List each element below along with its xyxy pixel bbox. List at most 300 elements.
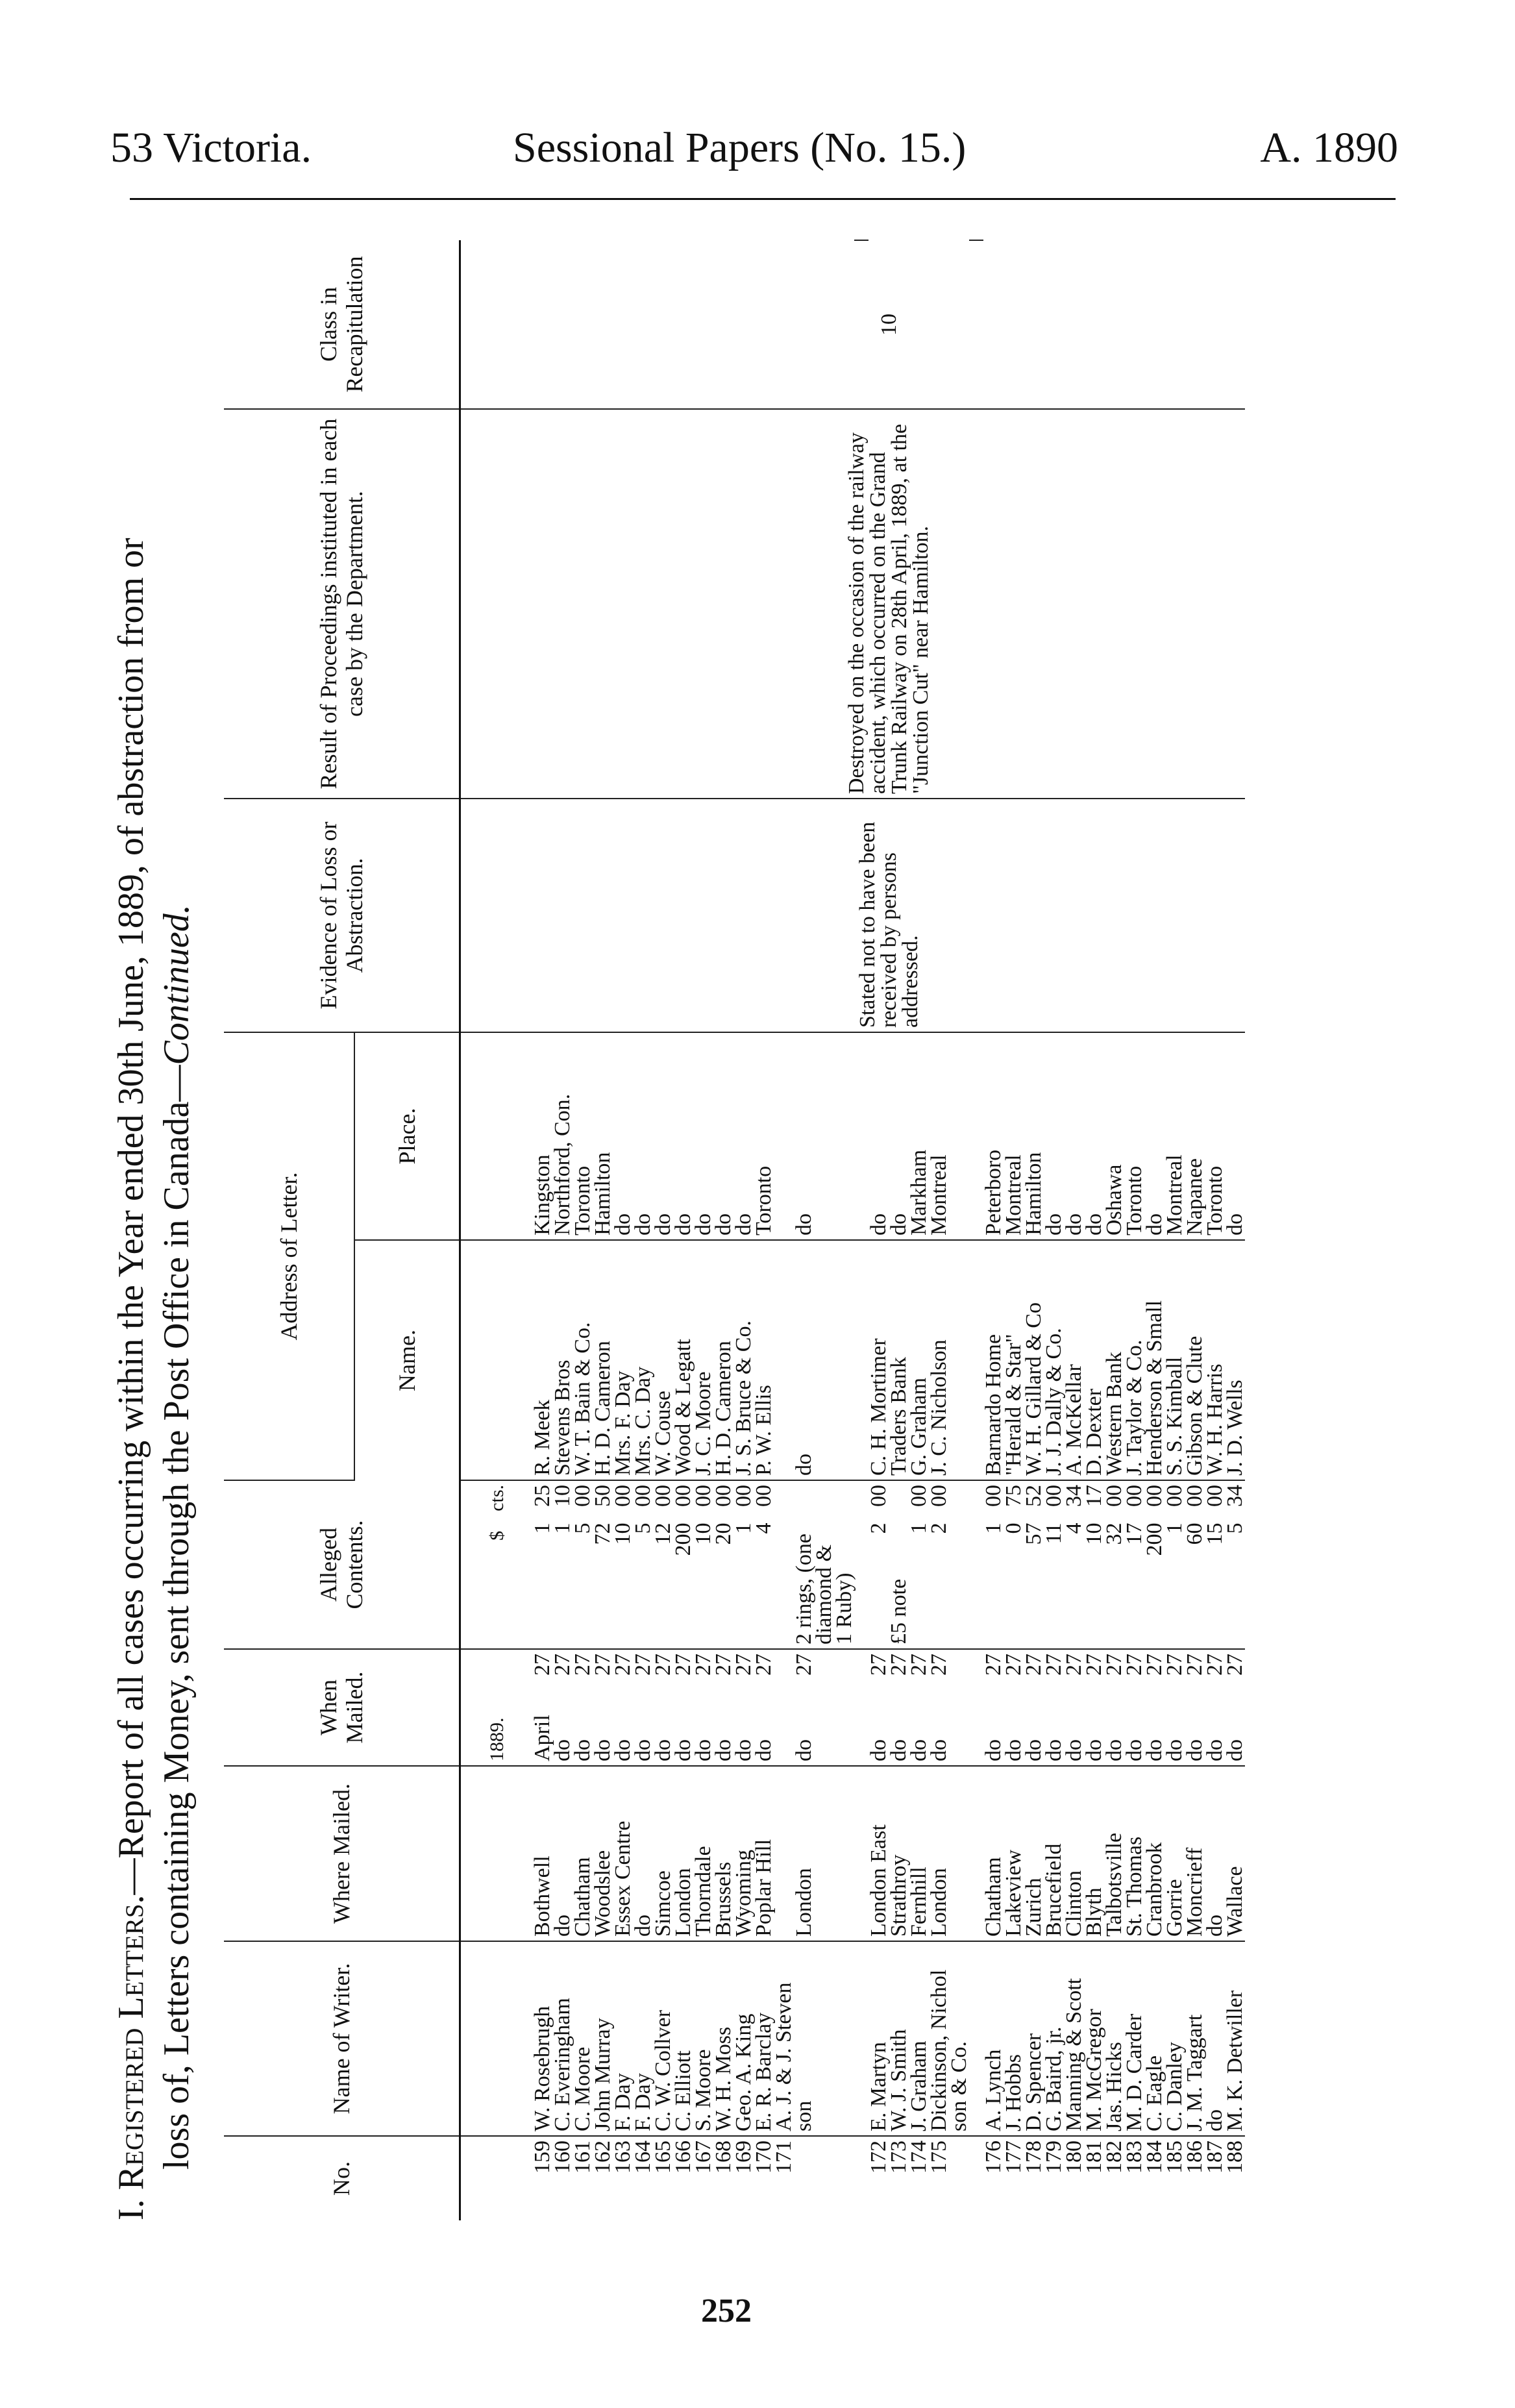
cell-where: Thorndale [693, 1766, 713, 1941]
cell-contents [1185, 1480, 1205, 1649]
cell-writer: C. Danley [1164, 1941, 1185, 2136]
cell-contents [613, 1480, 633, 1649]
cell-no: 188 [1223, 2141, 1247, 2174]
cell-where [834, 1766, 854, 1941]
cell-writer: Dickinson, Nichol [929, 1941, 949, 2136]
col-header-writer: Name of Writer. [224, 1941, 460, 2136]
cell-contents [633, 1480, 653, 1649]
cell-when [1225, 1649, 1245, 1766]
cell-name: G. Graham [909, 1240, 929, 1480]
when-day: 27 [1183, 1654, 1207, 1676]
when-day: 27 [651, 1654, 675, 1676]
col-header-evidence: Evidence of Loss or Abstraction. [224, 799, 460, 1032]
when-day: 27 [1102, 1654, 1126, 1676]
cell-where: Bothwell [532, 1766, 552, 1941]
cell-writer: M. McGregor [1084, 1941, 1104, 2136]
when-day: 27 [907, 1654, 931, 1676]
cell-place: Kingston [532, 1032, 552, 1240]
cell-writer: Geo. A. King [733, 1941, 754, 2136]
cell-when [1164, 1649, 1185, 1766]
col-header-result: Result of Proceedings instituted in each case by the Department. [224, 409, 460, 799]
cell-when [949, 1649, 969, 1766]
contents-cents: 17 [1082, 1485, 1106, 1507]
when-day: 27 [867, 1654, 891, 1676]
cell-contents [929, 1480, 949, 1649]
cell-where: Brussels [713, 1766, 733, 1941]
contents-cents: 00 [671, 1485, 695, 1507]
cell-where: Woodslee [593, 1766, 613, 1941]
cell-when [1024, 1649, 1044, 1766]
cell-where: Chatham [573, 1766, 593, 1941]
rotated-table-region [110, 240, 1383, 2220]
cell-writer: G. Baird, jr. [1044, 1941, 1064, 2136]
cell-no: 187 [1203, 2141, 1227, 2174]
cell-when [929, 1649, 949, 1766]
cell-place: do [868, 1032, 889, 1240]
cell-class: 10 [532, 240, 1245, 409]
cell-writer: C. W. Collver [653, 1941, 673, 2136]
when-day: 27 [591, 1654, 615, 1676]
cell-contents [1064, 1480, 1084, 1649]
contents-cents: 00 [1122, 1485, 1146, 1507]
cell-writer: E. R. Barclay [754, 1941, 774, 2136]
when-month: do [1102, 1739, 1126, 1761]
when-day: 27 [887, 1654, 911, 1676]
contents-cents: 00 [611, 1485, 635, 1507]
cell-writer: M. D. Carder [1124, 1941, 1144, 2136]
table-row [532, 240, 552, 2220]
when-month: do [611, 1739, 635, 1761]
cell-contents [573, 1480, 593, 1649]
cell-where: Strathroy [889, 1766, 909, 1941]
cell-no: 179 [1042, 2141, 1066, 2174]
contents-dollars: 200 [671, 1522, 695, 1556]
cell-contents [909, 1480, 929, 1649]
cell-where: do [1205, 1766, 1225, 1941]
cell-when [653, 1649, 673, 1766]
cell-no: 169 [732, 2141, 756, 2174]
cell-evidence: Stated not to have been received by persons addressed. [532, 799, 1245, 1032]
cell-where: Cranbrook [1144, 1766, 1164, 1941]
cell-name: W. Couse [653, 1240, 673, 1480]
cell-name: J. S. Bruce & Co. [733, 1240, 754, 1480]
cell-contents [673, 1480, 693, 1649]
when-month: do [752, 1739, 776, 1761]
cell-writer: J. Hobbs [1004, 1941, 1024, 2136]
when-day: 27 [792, 1654, 816, 1676]
cell-writer: C. Elliott [673, 1941, 693, 2136]
cell-no: 171 [772, 2141, 796, 2174]
contents-cents: 52 [1022, 1485, 1046, 1507]
cell-when [1104, 1649, 1124, 1766]
cell-place: do [1044, 1032, 1064, 1240]
contents-cents: 00 [1183, 1485, 1207, 1507]
cell-writer: Manning & Scott [1064, 1941, 1084, 2136]
cell-place: Montreal [929, 1032, 949, 1240]
report-title-line-2: loss of, Letters containing Money, sent through the Post Office in Canada—Continued. [156, 904, 197, 2170]
cell-where: London [929, 1766, 949, 1941]
cell-contents [889, 1480, 909, 1649]
cell-no: 162 [591, 2141, 615, 2174]
when-month: do [1062, 1739, 1086, 1761]
cell-writer: C. Eagle [1144, 1941, 1164, 2136]
when-day: 27 [1163, 1654, 1187, 1676]
contents-dollars: 60 [1183, 1522, 1207, 1545]
cell-no [794, 2136, 814, 2220]
cell-contents [593, 1480, 613, 1649]
cell-name: C. H. Mortimer [868, 1240, 889, 1480]
cell-when [713, 1649, 733, 1766]
cell-when [983, 1649, 1004, 1766]
cell-place: Hamilton [1024, 1032, 1044, 1240]
contents-cents: 00 [907, 1485, 931, 1507]
cell-where: Talbotsville [1104, 1766, 1124, 1941]
cell-writer: F. Day [633, 1941, 653, 2136]
cell-name: W. H. Gillard & Co [1024, 1240, 1044, 1480]
cell-writer [814, 1941, 834, 2136]
cell-contents [1205, 1480, 1225, 1649]
when-month: do [1022, 1739, 1046, 1761]
col-header-when: When Mailed. [224, 1649, 460, 1766]
cell-where: Zurich [1024, 1766, 1044, 1941]
cell-no: 183 [1122, 2141, 1146, 2174]
cell-contents [1084, 1480, 1104, 1649]
header-session: 53 Victoria. [110, 124, 312, 171]
when-month: do [1082, 1739, 1106, 1761]
when-day: 27 [691, 1654, 715, 1676]
when-month: do [550, 1739, 574, 1761]
contents-dollars: 2 rings, (one [792, 1533, 816, 1645]
contents-cents: 34 [1062, 1485, 1086, 1507]
cell-when [1004, 1649, 1024, 1766]
cell-writer: D. Spencer [1024, 1941, 1044, 2136]
col-header-address: Address of Letter. [224, 1032, 354, 1480]
cell-when [774, 1649, 794, 1766]
cell-place: do [613, 1032, 633, 1240]
contents-cents: 00 [1203, 1485, 1227, 1507]
cell-place [949, 1032, 969, 1240]
cell-contents [949, 1480, 969, 1649]
cell-writer: Jas. Hicks [1104, 1941, 1124, 2136]
cell-place: do [1084, 1032, 1104, 1240]
report-title-line-1: I. Registered Letters.—Report of all cases occurring within the Year ended 30th June, 1889, of abstraction from or [111, 538, 151, 2220]
cell-contents [868, 1480, 889, 1649]
cell-contents [552, 1480, 573, 1649]
when-month: do [711, 1739, 735, 1761]
when-month: do [792, 1739, 816, 1761]
cell-place: Napanee [1185, 1032, 1205, 1240]
cell-when [909, 1649, 929, 1766]
cell-name: J. J. Dally & Co. [1044, 1240, 1064, 1480]
cell-contents [814, 1480, 834, 1649]
cell-no: 170 [752, 2141, 776, 2174]
when-month: do [1203, 1739, 1227, 1761]
col-header-place: Place. [354, 1032, 460, 1240]
cell-when [693, 1649, 713, 1766]
when-month: do [691, 1739, 715, 1761]
cell-where: Essex Centre [613, 1766, 633, 1941]
cell-when [868, 1649, 889, 1766]
cell-when [889, 1649, 909, 1766]
when-month: do [651, 1739, 675, 1761]
cell-writer: W. Rosebrugh [532, 1941, 552, 2136]
when-day: 27 [550, 1654, 574, 1676]
cell-when [1185, 1649, 1205, 1766]
cell-name: H. D. Cameron [713, 1240, 733, 1480]
cell-place: do [1064, 1032, 1084, 1240]
cell-when [613, 1649, 633, 1766]
cell-contents [1124, 1480, 1144, 1649]
contents-cents: 00 [691, 1485, 715, 1507]
cell-no: 176 [981, 2141, 1005, 2174]
when-day: 27 [1062, 1654, 1086, 1676]
cell-writer: son & Co. [949, 1941, 969, 2136]
cell-no: 165 [651, 2141, 675, 2174]
cell-name [774, 1240, 794, 1480]
cell-name: Henderson & Small [1144, 1240, 1164, 1480]
cell-contents [834, 1480, 854, 1649]
cell-no: 182 [1102, 2141, 1126, 2174]
when-month: do [1122, 1739, 1146, 1761]
contents-cents: 00 [1102, 1485, 1126, 1507]
contents-cents: 00 [981, 1485, 1005, 1507]
contents-dollars: 11 [1042, 1522, 1066, 1545]
cell-when [1205, 1649, 1225, 1766]
col-header-where: Where Mailed. [224, 1766, 460, 1941]
cell-place: Peterboro [983, 1032, 1004, 1240]
cell-where: Wyoming [733, 1766, 754, 1941]
cell-no [814, 2136, 834, 2220]
contents-dollars: 5 [631, 1522, 655, 1534]
when-day: 27 [611, 1654, 635, 1676]
when-day: 27 [1142, 1654, 1166, 1676]
cell-contents [774, 1480, 794, 1649]
contents-cents: 00 [927, 1485, 951, 1507]
contents-dollars: 1 [981, 1522, 1005, 1534]
cell-name: Mrs. C. Day [633, 1240, 653, 1480]
cell-when [1084, 1649, 1104, 1766]
header-year: A. 1890 [1260, 124, 1398, 171]
cell-name: H. D. Cameron [593, 1240, 613, 1480]
cell-where: London [673, 1766, 693, 1941]
cell-name: R. Meek [532, 1240, 552, 1480]
cell-writer: W. J. Smith [889, 1941, 909, 2136]
cell-place: do [1225, 1032, 1245, 1240]
cell-contents [713, 1480, 733, 1649]
cell-name: J. Taylor & Co. [1124, 1240, 1144, 1480]
cell-when [532, 1649, 552, 1766]
cell-name [949, 1240, 969, 1480]
cell-where: Moncrieff [1185, 1766, 1205, 1941]
header-rule [130, 198, 1396, 200]
cell-no: 174 [907, 2141, 931, 2174]
when-month: do [732, 1739, 756, 1761]
cell-where: Gorrie [1164, 1766, 1185, 1941]
cell-contents [983, 1480, 1004, 1649]
contents-cents: 10 [550, 1485, 574, 1507]
cell-writer: A. Lynch [983, 1941, 1004, 2136]
cell-where: do [633, 1766, 653, 1941]
col-header-name: Name. [354, 1240, 460, 1480]
contents-dollars: 10 [1082, 1522, 1106, 1545]
cell-name: Western Bank [1104, 1240, 1124, 1480]
cell-no: 175 [927, 2141, 951, 2174]
cell-when [754, 1649, 774, 1766]
contents-dollars: 17 [1122, 1522, 1146, 1545]
cell-writer: E. Martyn [868, 1941, 889, 2136]
cell-where: St. Thomas [1124, 1766, 1144, 1941]
contents-cents: 00 [1163, 1485, 1187, 1507]
cell-place: do [653, 1032, 673, 1240]
units-money: $ cts. [460, 1480, 533, 1649]
cell-place [834, 1032, 854, 1240]
cell-writer: J. Graham [909, 1941, 929, 2136]
when-day: 27 [1042, 1654, 1066, 1676]
cell-no [834, 2136, 854, 2220]
cell-name: J. C. Nicholson [929, 1240, 949, 1480]
when-day: 27 [631, 1654, 655, 1676]
cell-where: Simcoe [653, 1766, 673, 1941]
contents-cents: 75 [1002, 1485, 1026, 1507]
cell-name: P. W. Ellis [754, 1240, 774, 1480]
contents-dollars: 200 [1142, 1522, 1166, 1556]
cell-place [814, 1032, 834, 1240]
contents-dollars: 72 [591, 1522, 615, 1545]
cell-place: Toronto [1124, 1032, 1144, 1240]
col-header-no: No. [224, 2136, 460, 2220]
cell-when [1064, 1649, 1084, 1766]
cell-no: 167 [691, 2141, 715, 2174]
cell-name: S. S. Kimball [1164, 1240, 1185, 1480]
cell-place: Toronto [1205, 1032, 1225, 1240]
contents-dollars: 20 [711, 1522, 735, 1545]
cell-place: do [733, 1032, 754, 1240]
cell-no: 180 [1062, 2141, 1086, 2174]
contents-cents: 00 [1142, 1485, 1166, 1507]
when-day: 27 [981, 1654, 1005, 1676]
cell-name [834, 1240, 854, 1480]
when-month: do [887, 1739, 911, 1761]
cell-contents [754, 1480, 774, 1649]
when-month: do [571, 1739, 595, 1761]
cell-contents [1144, 1480, 1164, 1649]
cell-name: J. D. Wells [1225, 1240, 1245, 1480]
cell-where: London East [868, 1766, 889, 1941]
cell-where: Fernhill [909, 1766, 929, 1941]
cell-place: do [794, 1032, 814, 1240]
contents-dollars: 15 [1203, 1522, 1227, 1545]
cell-name: W. T. Bain & Co. [573, 1240, 593, 1480]
contents-dollars: 1 [1163, 1522, 1187, 1534]
cell-writer: M. K. Detwiller [1225, 1941, 1245, 2136]
when-month: do [927, 1739, 951, 1761]
cell-when [834, 1649, 854, 1766]
cell-name: Stevens Bros [552, 1240, 573, 1480]
cell-contents [532, 1480, 552, 1649]
cell-place: Toronto [754, 1032, 774, 1240]
cell-contents [1044, 1480, 1064, 1649]
cell-place: Markham [909, 1032, 929, 1240]
when-month: do [631, 1739, 655, 1761]
contents-cents: 00 [1042, 1485, 1066, 1507]
contents-dollars: 5 [571, 1522, 595, 1534]
cell-no: 164 [631, 2141, 655, 2174]
cell-writer [834, 1941, 854, 2136]
when-month: do [1223, 1739, 1247, 1761]
when-month: do [671, 1739, 695, 1761]
contents-dollars: 10 [691, 1522, 715, 1545]
cell-writer: C. Moore [573, 1941, 593, 2136]
contents-dollars: 2 [867, 1522, 891, 1534]
cell-where: London [794, 1766, 814, 1941]
cell-writer: A. J. & J. Steven [774, 1941, 794, 2136]
cell-contents [1225, 1480, 1245, 1649]
when-month: do [1142, 1739, 1166, 1761]
cell-name: Gibson & Clute [1185, 1240, 1205, 1480]
cell-where [949, 1766, 969, 1941]
cell-contents [733, 1480, 754, 1649]
cell-writer: J. M. Taggart [1185, 1941, 1205, 2136]
cell-writer: C. Everingham [552, 1941, 573, 2136]
contents-cents: 00 [631, 1485, 655, 1507]
cell-when [814, 1649, 834, 1766]
cell-when [633, 1649, 653, 1766]
cell-name: W. H. Harris [1205, 1240, 1225, 1480]
contents-dollars: 1 [907, 1522, 931, 1534]
cell-when [1144, 1649, 1164, 1766]
contents-cents: 00 [752, 1485, 776, 1507]
cell-place: Northford, Con. [552, 1032, 573, 1240]
cell-when [552, 1649, 573, 1766]
cell-contents [794, 1480, 814, 1649]
when-day: 27 [1223, 1654, 1247, 1676]
cell-writer: do [1205, 1941, 1225, 2136]
cell-place: do [713, 1032, 733, 1240]
cell-no: 160 [550, 2141, 574, 2174]
header-papers: Sessional Papers (No. 15.) [513, 124, 967, 171]
cell-where: Wallace [1225, 1766, 1245, 1941]
cell-place: do [693, 1032, 713, 1240]
cell-place: Toronto [573, 1032, 593, 1240]
cell-writer: S. Moore [693, 1941, 713, 2136]
cell-writer: John Murray [593, 1941, 613, 2136]
cell-no: 181 [1082, 2141, 1106, 2174]
cell-place [774, 1032, 794, 1240]
cell-no: 166 [671, 2141, 695, 2174]
cell-where: Brucefield [1044, 1766, 1064, 1941]
cell-where [814, 1766, 834, 1941]
cell-name [814, 1240, 834, 1480]
cell-place: Hamilton [593, 1032, 613, 1240]
page-number: 252 [701, 2292, 752, 2329]
contents-dollars: 57 [1022, 1522, 1046, 1545]
when-day: 27 [732, 1654, 756, 1676]
when-day: 27 [1002, 1654, 1026, 1676]
contents-dollars: 4 [1062, 1522, 1086, 1534]
contents-dollars: 1 Ruby) [832, 1572, 856, 1645]
contents-cents: 00 [732, 1485, 756, 1507]
when-month: do [1042, 1739, 1066, 1761]
cell-no: 168 [711, 2141, 735, 2174]
contents-dollars: 2 [927, 1522, 951, 1534]
when-day: 27 [1082, 1654, 1106, 1676]
contents-cents: 00 [571, 1485, 595, 1507]
contents-cents: 00 [651, 1485, 675, 1507]
cell-when [1124, 1649, 1144, 1766]
cell-place: do [1144, 1032, 1164, 1240]
cell-when [733, 1649, 754, 1766]
cell-where: Poplar Hill [754, 1766, 774, 1941]
